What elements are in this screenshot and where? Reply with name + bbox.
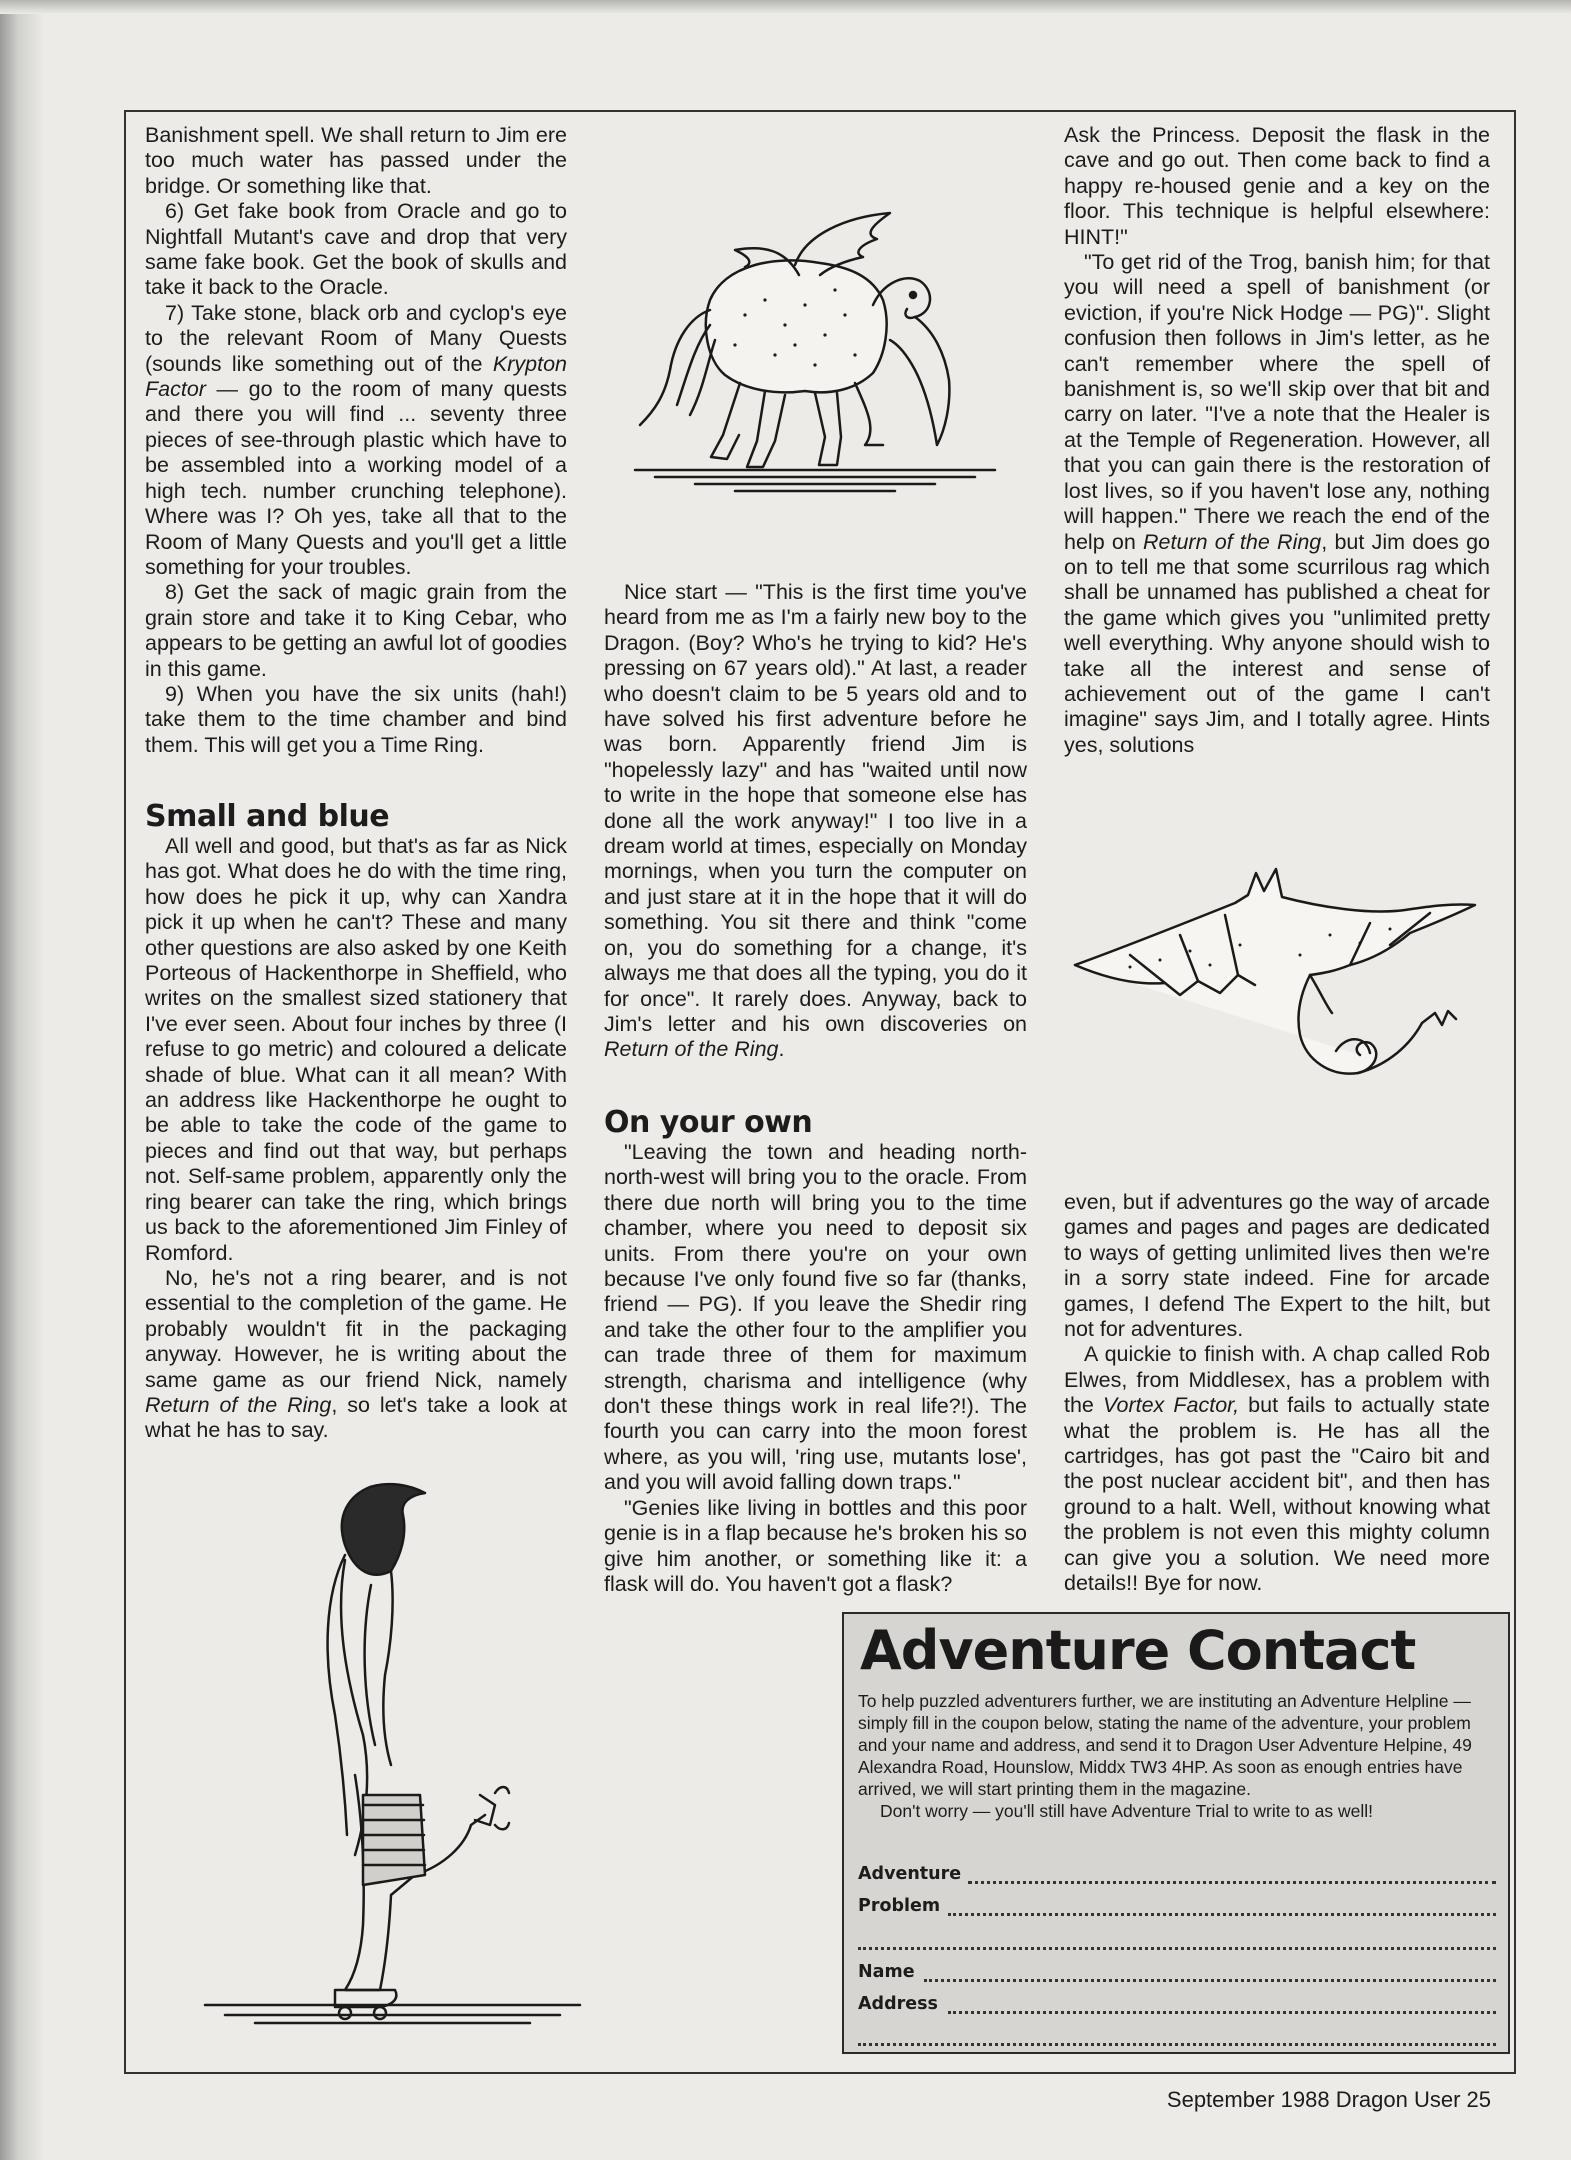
paragraph-small-and-blue: All well and good, but that's as far as Nick has got. What does he do with the time ring, how does he pick it up, why can Xandra pick it up when he can't? These and many other questions are also asked by one Keith Porteous of Hackenthorpe in Sheffield, who writes on the smallest sized stationery that I've ever seen. About four inches by three (I refuse to go metric) and coloured a delicate shade of blue. What can it all mean? With an address like Hackenthorpe he ought to be able to take the code of the game to pieces and find out that way, but perhaps not. Self-same problem, apparently only the ring bearer can take the ring, which brings us back to the aforementioned Jim Finley of Romford. xyxy=(145,834,567,1265)
paragraph-genies: "Genies like living in bottles and this poor genie is in a flap because he's broken his so give him another, or something like it: a flask will do. You haven't got a flask? xyxy=(604,1495,1027,1596)
column-2-bottom xyxy=(604,1106,1027,1597)
adventure-contact-text xyxy=(858,1690,1496,1822)
adventure-contact-note: Don't worry — you'll still have Adventure Trial to write to as well! xyxy=(880,1801,1373,1821)
coupon-field-address[interactable]: Address xyxy=(858,1992,1496,2020)
winged-beast-illustration xyxy=(615,205,1010,505)
paragraph-step-7: 7) Take stone, black orb and cyclop's eye to the relevant Room of Many Quests (sounds like something out of the Krypton Factor — go to the room of many quests and there you will find ... seventy three pieces of see-through plastic which have to be assembled into a working model of a high tech. number crunching telephone). Where was I? Oh yes, take all that to the Room of Many Quests and you'll get a little something for your troubles. xyxy=(145,300,567,579)
column-3-bottom xyxy=(1064,1190,1490,1597)
paragraph-step-6: 6) Get fake book from Oracle and go to Nightfall Mutant's cave and drop that very same fake book. Get the book of skulls and take it back to the Oracle. xyxy=(145,199,567,300)
page-footer: September 1988 Dragon User 25 xyxy=(1166,2087,1491,2112)
paragraph-trog: "To get rid of the Trog, banish him; for that you will need a spell of banishment (or eviction, if you're Nick Hodge — PG)". Slight confusion then follows in Jim's letter, as he can't remember where the spell of banishment is, so we'll skip over that bit and carry on later. "I've a note that the Healer is at the Temple of Regeneration. However, all that you can gain there is the restoration of lost lives, so if you haven't lose any, nothing will happen." There we reach the end of the help on Return of the Ring, but Jim does go on to tell me that some scurrilous rag which shall be unnamed has published a cheat for the game which gives you "unlimited pretty well everything. Why anyone should wish to take all the interest and sense of achievement out of the game I can't imagine" says Jim, and I totally agree. Hints yes, solutions xyxy=(1064,250,1490,757)
column-1-top xyxy=(145,123,567,758)
coupon-field-adventure[interactable]: Adventure xyxy=(858,1862,1496,1890)
paragraph-arcade: even, but if adventures go the way of arcade games and pages and pages are dedicated to ways of getting unlimited lives then we're in a sorry state indeed. Fine for arcade games, I defend The Expert to the hilt, but not for adventures. xyxy=(1064,1190,1490,1342)
paragraph-nice-start: Nice start — "This is the first time you've heard from me as I'm a fairly new boy to the Dragon. (Boy? Who's he trying to kid? He's pressing on 67 years old)." At last, a reader who doesn't claim to be 5 years old and to have solved his first adventure before he was born. Apparently friend Jim is "hopelessly lazy" and has "waited until now to write in the hope that someone else has done all the work anyway!" I too live in a dream world at times, especially on Monday mornings, when you turn the computer on and just stare at it in the hope that it will do something. You sit there and think "come on, you do something for a change, it's always me that does all the typing, you do it for once". It rarely does. Anyway, back to Jim's letter and his own discoveries on Return of the Ring. xyxy=(604,580,1027,1062)
paragraph-step-9: 9) When you have the six units (hah!) take them to the time chamber and bind them. This will get you a Time Ring. xyxy=(145,681,567,757)
column-1-bottom xyxy=(145,800,567,1444)
paragraph-quickie: A quickie to finish with. A chap called Rob Elwes, from Middlesex, has a problem with the Vortex Factor, but fails to actually state what the problem is. He has all the cartridges, has got past the "Cairo bit and the post nuclear accident bit", and then has ground to a halt. Well, without knowing what the problem is not even this mighty column can give you a solution. We need more details!! Bye for now. xyxy=(1064,1342,1490,1596)
paragraph-step-8: 8) Get the sack of magic grain from the grain store and take it to King Cebar, who appears to be getting an awful lot of goodies in this game. xyxy=(145,580,567,681)
adventure-contact-intro: To help puzzled adventurers further, we are instituting an Adventure Helpline — simply fill in the coupon below, stating the name of the adventure, your problem and your name and address, and send it to Dragon User Adventure Helpine, 49 Alexandra Road, Hounslow, Middx TW3 4HP. As soon as enough entries have arrived, we will start printing them in the magazine. xyxy=(858,1691,1472,1799)
paragraph-ask-princess: Ask the Princess. Deposit the flask in the cave and go out. Then come back to find a happy re-housed genie and a key on the floor. This technique is helpful elsewhere: HINT!" xyxy=(1064,123,1490,249)
page-top-shadow xyxy=(0,0,1571,14)
dragon-illustration xyxy=(1070,855,1480,1095)
paragraph-leaving-town: "Leaving the town and heading north-north-west will bring you to the oracle. From there due north will bring you to the time chamber, where you need to deposit six units. From there you're on your own because I've only found five so far (thanks, friend — PG). If you leave the Shedir ring and take the other four to the amplifier you can trade three of them for maximum strength, charisma and intelligence (why don't these things work in real life?!). The fourth you can carry into the moon forest where, as you will, 'ring use, mutants lose', and you will avoid falling down traps." xyxy=(604,1140,1027,1495)
wizard-illustration xyxy=(195,1475,590,2035)
column-3-top xyxy=(1064,123,1490,758)
coupon-field-name[interactable]: Name xyxy=(858,1960,1496,1988)
coupon-field-address-continued[interactable] xyxy=(858,2024,1496,2052)
heading-on-your-own: On your own xyxy=(604,1105,813,1140)
adventure-contact-box xyxy=(842,1612,1510,2054)
heading-small-and-blue: Small and blue xyxy=(145,799,390,834)
column-2-top xyxy=(604,580,1027,1063)
paragraph-banishment: Banishment spell. We shall return to Jim ere too much water has passed under the bridge. Or something like that. xyxy=(145,123,567,198)
page-binding-shadow xyxy=(0,0,44,2160)
coupon-field-problem[interactable]: Problem xyxy=(858,1894,1496,1922)
adventure-contact-title: Adventure Contact xyxy=(860,1619,1416,1682)
coupon-field-problem-continued[interactable] xyxy=(858,1928,1496,1956)
paragraph-not-ring-bearer: No, he's not a ring bearer, and is not essential to the completion of the game. He probably wouldn't fit in the packaging anyway. However, he is writing about the same game as our friend Nick, namely Return of the Ring, so let's take a look at what he has to say. xyxy=(145,1265,567,1443)
